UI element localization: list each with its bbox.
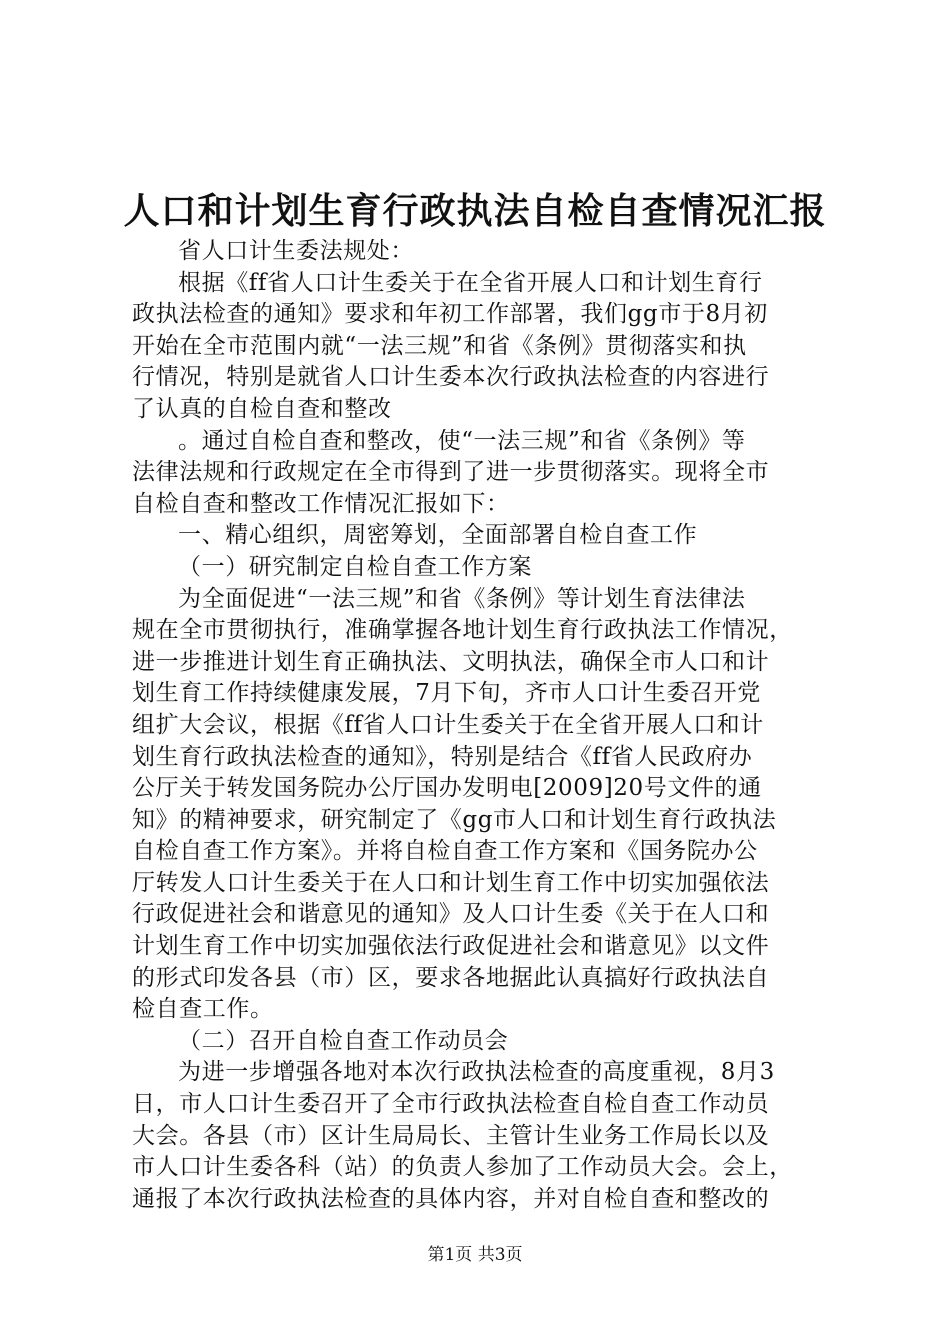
paragraph-line: 法律法规和行政规定在全市得到了进一步贯彻落实。现将全市 — [132, 459, 770, 486]
paragraph-line: 的形式印发各县（市）区，要求各地据此认真搞好行政执法自 — [132, 964, 770, 991]
paragraph-line: 自检自查工作方案》。并将自检自查工作方案和《国务院办公 — [132, 838, 758, 865]
paragraph-line: 划生育行政执法检查的通知》，特别是结合《ff省人民政府办 — [132, 743, 753, 770]
paragraph-line: 根据《ff省人口计生委关于在全省开展人口和计划生育行 — [178, 269, 763, 296]
paragraph-line: 。通过自检自查和整改，使“一法三规”和省《条例》等 — [178, 427, 746, 454]
paragraph-line: 划生育工作持续健康发展，7月下旬，齐市人口计生委召开党 — [132, 680, 761, 707]
paragraph-line: 计划生育工作中切实加强依法行政促进社会和谐意见》以文件 — [132, 933, 770, 960]
paragraph-line: 公厅关于转发国务院办公厅国办发明电[2009]20号文件的通 — [132, 775, 762, 802]
paragraph-line: 自检自查和整改工作情况汇报如下： — [132, 490, 510, 517]
paragraph-line: 组扩大会议，根据《ff省人口计生委关于在全省开展人口和计 — [132, 711, 764, 738]
document-title: 人口和计划生育行政执法自检自查情况汇报 — [123, 190, 827, 232]
paragraph-line: 知》的精神要求，研究制定了《gg市人口和计划生育行政执法 — [132, 806, 777, 833]
paragraph-line: 了认真的自检自查和整改 — [132, 395, 392, 422]
paragraph-line: 进一步推进计划生育正确执法、文明执法，确保全市人口和计 — [132, 648, 770, 675]
paragraph-line: 省人口计生委法规处： — [178, 238, 414, 264]
paragraph-line: （一）研究制定自检自查工作方案 — [178, 553, 532, 580]
paragraph-line: 检自查工作。 — [132, 996, 274, 1023]
paragraph-line: 厅转发人口计生委关于在人口和计划生育工作中切实加强依法 — [132, 869, 770, 896]
paragraph-line: 政执法检查的通知》要求和年初工作部署，我们gg市于8月初 — [132, 301, 768, 328]
paragraph-line: 市人口计生委各科（站）的负责人参加了工作动员大会。会上， — [132, 1154, 793, 1181]
paragraph-line: 一、精心组织，周密筹划，全面部署自检自查工作 — [178, 522, 698, 549]
paragraph-line: 行政促进社会和谐意见的通知》及人口计生委《关于在人口和 — [132, 901, 770, 928]
page-footer: 第1页 共3页 — [427, 1245, 523, 1265]
paragraph-line: 行情况，特别是就省人口计生委本次行政执法检查的内容进行 — [132, 364, 770, 391]
paragraph-line: 规在全市贯彻执行，准确掌握各地计划生育行政执法工作情况， — [132, 617, 793, 644]
paragraph-line: 通报了本次行政执法检查的具体内容，并对自检自查和整改的 — [132, 1185, 770, 1212]
paragraph-line: （二）召开自检自查工作动员会 — [178, 1027, 509, 1054]
paragraph-line: 开始在全市范围内就“一法三规”和省《条例》贯彻落实和执 — [132, 332, 747, 359]
paragraph-line: 日，市人口计生委召开了全市行政执法检查自检自查工作动员 — [132, 1091, 770, 1118]
paragraph-line: 为全面促进“一法三规”和省《条例》等计划生育法律法 — [178, 585, 746, 612]
paragraph-line: 为进一步增强各地对本次行政执法检查的高度重视，8月3 — [178, 1059, 775, 1086]
document-body — [132, 236, 832, 1215]
paragraph-line: 大会。各县（市）区计生局局长、主管计生业务工作局长以及 — [132, 1122, 770, 1149]
